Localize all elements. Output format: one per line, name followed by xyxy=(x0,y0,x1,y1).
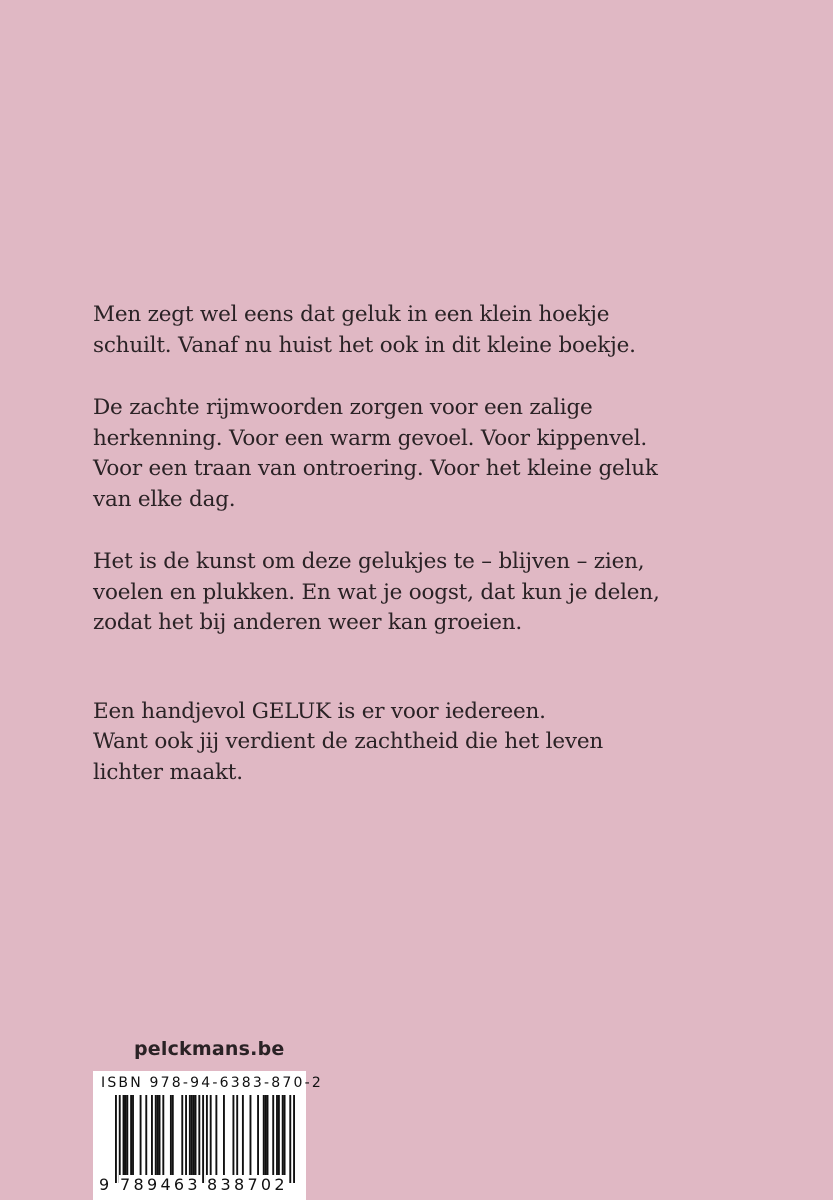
ean-left-group: 789463 xyxy=(120,1175,201,1194)
barcode-bar xyxy=(159,1095,161,1175)
blurb-line: zodat het bij anderen weer kan groeien. xyxy=(93,610,523,635)
blurb-line: Voor een traan van ontroering. Voor het kleine geluk xyxy=(93,456,658,481)
barcode-bar xyxy=(250,1095,252,1175)
barcode-bar xyxy=(189,1095,191,1175)
barcode-bar xyxy=(191,1095,193,1175)
ean-first-digit: 9 xyxy=(99,1175,110,1194)
barcode-bar xyxy=(151,1095,153,1175)
barcode-bar xyxy=(293,1095,295,1183)
blurb-line: herkenning. Voor een warm gevoel. Voor kippenvel. xyxy=(93,425,648,451)
barcode-bar xyxy=(242,1095,244,1175)
barcode-bar xyxy=(223,1095,225,1175)
isbn-number: ISBN 978-94-6383-870-2 xyxy=(101,1075,323,1091)
blurb-paragraph-2 xyxy=(93,393,658,515)
barcode-bar xyxy=(123,1095,125,1175)
barcode-bar xyxy=(202,1095,204,1183)
blurb-line: De zachte rijmwoorden zorgen voor een zalige xyxy=(93,395,593,420)
barcode-bar xyxy=(157,1095,159,1175)
blurb-line: van elke dag. xyxy=(93,486,236,512)
barcode-bar xyxy=(140,1095,142,1175)
barcode-bar xyxy=(119,1095,121,1183)
barcode-bar xyxy=(193,1095,195,1175)
barcode-bar xyxy=(272,1095,274,1175)
barcode-bar xyxy=(115,1095,117,1183)
barcode-bar xyxy=(284,1095,286,1175)
barcode-bar xyxy=(162,1095,164,1175)
barcode-bar xyxy=(276,1095,278,1175)
barcode-bars xyxy=(115,1095,295,1183)
blurb-paragraph-4 xyxy=(93,697,653,789)
blurb-line: Men zegt wel eens dat geluk in een klein hoekje xyxy=(93,302,610,327)
blurb-line: voelen en plukken. En wat je oogst, dat kun je delen, xyxy=(93,579,660,605)
blurb-line: Want ook jij verdient de zachtheid die het leven xyxy=(93,729,603,754)
barcode xyxy=(93,1071,323,1200)
barcode-bar xyxy=(172,1095,174,1175)
barcode-bar xyxy=(278,1095,280,1175)
barcode-bar xyxy=(181,1095,183,1175)
barcode-bar xyxy=(124,1095,126,1175)
barcode-bar xyxy=(155,1095,157,1175)
blurb-line: schuilt. Vanaf nu huist het ook in dit kleine boekje. xyxy=(93,332,636,358)
barcode-bar xyxy=(195,1095,197,1175)
blurb-text xyxy=(93,300,660,820)
barcode-bar xyxy=(198,1095,200,1175)
barcode-bar xyxy=(236,1095,238,1175)
barcode-bar xyxy=(170,1095,172,1175)
barcode-bar xyxy=(130,1095,132,1175)
barcode-bar xyxy=(263,1095,265,1175)
ean-right-group: 838702 xyxy=(207,1175,288,1194)
barcode-bar xyxy=(132,1095,134,1175)
blurb-paragraph-3 xyxy=(93,547,660,639)
barcode-bar xyxy=(257,1095,259,1175)
barcode-bar xyxy=(265,1095,267,1175)
barcode-bar xyxy=(282,1095,284,1175)
barcode-bar xyxy=(289,1095,291,1183)
barcode-bar xyxy=(185,1095,187,1175)
barcode-bar xyxy=(267,1095,269,1175)
barcode-bar xyxy=(232,1095,234,1175)
barcode-bar xyxy=(126,1095,128,1175)
barcode-bar xyxy=(145,1095,147,1175)
blurb-paragraph-1 xyxy=(93,300,653,361)
barcode-bar xyxy=(206,1095,208,1183)
blurb-line: Een handjevol GELUK is er voor iedereen. xyxy=(93,698,546,724)
barcode-bar xyxy=(210,1095,212,1175)
barcode-bar xyxy=(215,1095,217,1175)
blurb-line: lichter maakt. xyxy=(93,759,243,785)
publisher-website: pelckmans.be xyxy=(134,1038,285,1060)
blurb-line: Het is de kunst om deze gelukjes te – blijven – zien, xyxy=(93,549,645,574)
